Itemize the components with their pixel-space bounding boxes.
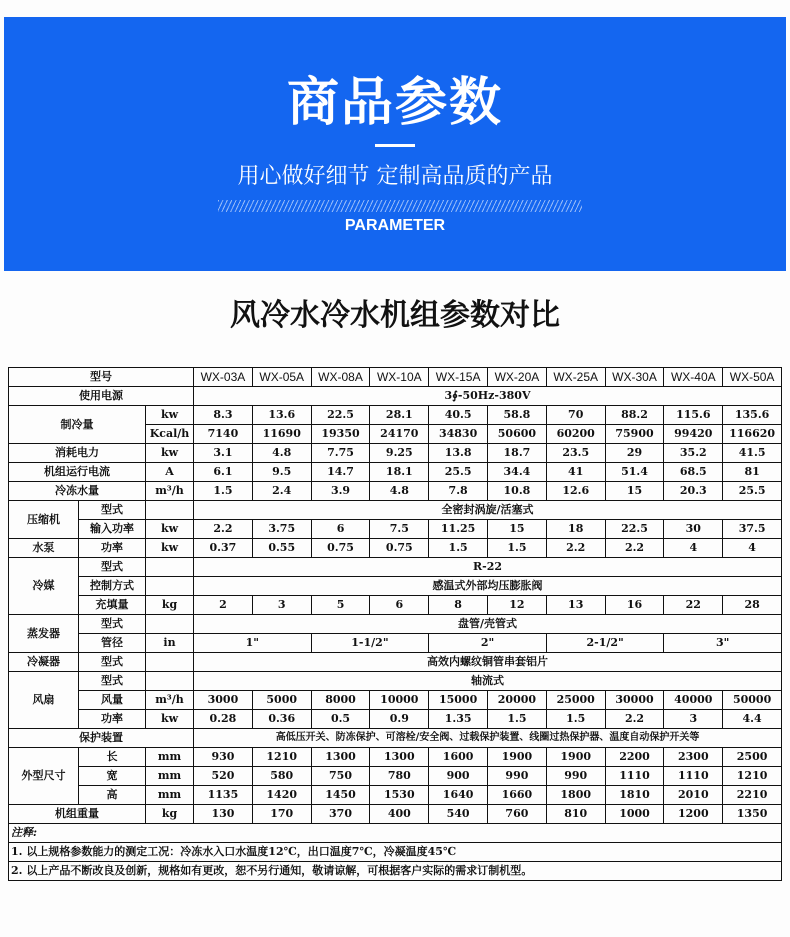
value-cell: 760 (488, 805, 547, 824)
table-row-note-2 (9, 862, 782, 881)
unit-cell (146, 558, 194, 577)
value-cell: 170 (252, 805, 311, 824)
model-cell: WX-05A (252, 368, 311, 387)
group-label: 蒸发器 (9, 615, 79, 653)
value-cell: 4 (723, 539, 782, 558)
row-label: 使用电源 (9, 387, 194, 406)
table-row-evaporator-pipe (9, 634, 782, 653)
row-label: 机组重量 (9, 805, 146, 824)
table-row-protection (9, 729, 782, 748)
value-cell: 750 (311, 767, 370, 786)
unit-cell (146, 653, 194, 672)
table-row-height (9, 786, 782, 805)
row-label: 机组运行电流 (9, 463, 146, 482)
value-cell: 5000 (252, 691, 311, 710)
value-cell: 6 (370, 596, 429, 615)
model-cell: WX-20A (488, 368, 547, 387)
note-item: 2. 以上产品不断改良及创新，规格如有更改，恕不另行通知，敬请谅解，可根据客户实际的需求订制机型。 (9, 862, 782, 881)
model-cell: WX-15A (429, 368, 488, 387)
row-label: 冷冻水量 (9, 482, 146, 501)
banner-subtitle: 用心做好细节 定制高品质的产品 (237, 164, 553, 189)
row-label: 保护装置 (9, 729, 194, 748)
value-cell: 1600 (429, 748, 488, 767)
value-cell: 10000 (370, 691, 429, 710)
banner-divider (375, 144, 415, 147)
value-cell: 2210 (723, 786, 782, 805)
value-cell: 400 (370, 805, 429, 824)
value-cell: 0.5 (311, 710, 370, 729)
model-cell: WX-25A (546, 368, 605, 387)
value-cell: 34830 (429, 425, 488, 444)
table-row-refrigerant-control (9, 577, 782, 596)
value-cell: 1640 (429, 786, 488, 805)
value-cell: 2-1/2" (546, 634, 664, 653)
value-cell: 9.5 (252, 463, 311, 482)
notes-heading: 注释: (9, 824, 782, 843)
note-item: 1. 以上规格参数能力的测定工况：冷冻水入口水温度12℃，出口温度7℃，冷凝温度45℃ (9, 843, 782, 862)
value-cell: 20000 (488, 691, 547, 710)
value-cell: 81 (723, 463, 782, 482)
value-cell: 135.6 (723, 406, 782, 425)
sub-label: 型式 (79, 672, 146, 691)
value-cell: 18 (546, 520, 605, 539)
value-cell: 1110 (605, 767, 664, 786)
value-cell: 40.5 (429, 406, 488, 425)
value-cell: 1.5 (546, 710, 605, 729)
value-cell: 60200 (546, 425, 605, 444)
table-row-cooling-kw (9, 406, 782, 425)
value-cell: 11.25 (429, 520, 488, 539)
value-cell: 1350 (723, 805, 782, 824)
value-cell: 1450 (311, 786, 370, 805)
hatch-decoration (218, 200, 582, 212)
table-row-running-current (9, 463, 782, 482)
unit-cell: mm (146, 767, 194, 786)
model-cell: WX-10A (370, 368, 429, 387)
value-cell: 1300 (370, 748, 429, 767)
value-cell: 1.5 (488, 710, 547, 729)
unit-cell (146, 672, 194, 691)
value-cell: 520 (194, 767, 253, 786)
value-cell: 18.1 (370, 463, 429, 482)
unit-cell: kw (146, 539, 194, 558)
value-cell: 1660 (488, 786, 547, 805)
table-row-note-1 (9, 843, 782, 862)
sub-label: 功率 (79, 710, 146, 729)
value-cell: 1000 (605, 805, 664, 824)
value-cell: 24170 (370, 425, 429, 444)
unit-cell: kw (146, 444, 194, 463)
model-cell: WX-50A (723, 368, 782, 387)
value-cell: 7.75 (311, 444, 370, 463)
sub-label: 充填量 (79, 596, 146, 615)
value-cell: 1.5 (194, 482, 253, 501)
sub-label: 型式 (79, 501, 146, 520)
banner (4, 17, 786, 271)
model-cell: WX-40A (664, 368, 723, 387)
value-cell: 1210 (252, 748, 311, 767)
value-cell: 1" (194, 634, 312, 653)
sub-label: 长 (79, 748, 146, 767)
value-cell: 990 (546, 767, 605, 786)
value-cell: 1110 (664, 767, 723, 786)
value-cell: 1530 (370, 786, 429, 805)
value-cell: 1.5 (488, 539, 547, 558)
group-label: 风扇 (9, 672, 79, 729)
value-cell: 2.2 (546, 539, 605, 558)
value-cell: 23.5 (546, 444, 605, 463)
table-row-width (9, 767, 782, 786)
value-cell: 50600 (488, 425, 547, 444)
value-cell: 14.7 (311, 463, 370, 482)
value-cell: 30 (664, 520, 723, 539)
value-cell: 13.6 (252, 406, 311, 425)
value-cell: 22.5 (605, 520, 664, 539)
value-cell: 0.36 (252, 710, 311, 729)
value-cell: 990 (488, 767, 547, 786)
sub-label: 高 (79, 786, 146, 805)
banner-title: 商品参数 (286, 73, 503, 133)
table-row-model (9, 368, 782, 387)
value-cell: 15 (605, 482, 664, 501)
value-cell: 1210 (723, 767, 782, 786)
value-cell: 2 (194, 596, 253, 615)
sub-label: 宽 (79, 767, 146, 786)
value-cell: 930 (194, 748, 253, 767)
value-cell: 58.8 (488, 406, 547, 425)
unit-cell: Kcal/h (146, 425, 194, 444)
value-cell: 130 (194, 805, 253, 824)
table-row-fan-airflow (9, 691, 782, 710)
value-cell: 2.2 (605, 539, 664, 558)
value-cell: 115.6 (664, 406, 723, 425)
value-cell: 370 (311, 805, 370, 824)
value-cell: 22 (664, 596, 723, 615)
value-cell: 1-1/2" (311, 634, 429, 653)
unit-cell (146, 577, 194, 596)
group-label: 水泵 (9, 539, 79, 558)
value-cell: 10.8 (488, 482, 547, 501)
model-cell: WX-30A (605, 368, 664, 387)
value-cell: 12 (488, 596, 547, 615)
sub-label: 控制方式 (79, 577, 146, 596)
value-cell: 19350 (311, 425, 370, 444)
value-cell: 30000 (605, 691, 664, 710)
value-cell: 15000 (429, 691, 488, 710)
value-cell: 3000 (194, 691, 253, 710)
table-row-fan-power (9, 710, 782, 729)
value-cell: 35.2 (664, 444, 723, 463)
value-cell: 1200 (664, 805, 723, 824)
table-row-condenser (9, 653, 782, 672)
sub-label: 型式 (79, 558, 146, 577)
value-cell: 22.5 (311, 406, 370, 425)
value-cell: 8.3 (194, 406, 253, 425)
value-cell: 1300 (311, 748, 370, 767)
merged-value: 盘管/壳管式 (194, 615, 782, 634)
value-cell: 2010 (664, 786, 723, 805)
unit-cell: kg (146, 805, 194, 824)
value-cell: 1800 (546, 786, 605, 805)
table-row-fan-type (9, 672, 782, 691)
unit-cell (146, 501, 194, 520)
value-cell: 7.5 (370, 520, 429, 539)
value-cell: 780 (370, 767, 429, 786)
value-cell: 7.8 (429, 482, 488, 501)
value-cell: 1.35 (429, 710, 488, 729)
sub-label: 型式 (79, 653, 146, 672)
value-cell: 28.1 (370, 406, 429, 425)
value-cell: 1135 (194, 786, 253, 805)
value-cell: 4.8 (370, 482, 429, 501)
sub-label: 功率 (79, 539, 146, 558)
sub-label: 风量 (79, 691, 146, 710)
row-label: 消耗电力 (9, 444, 146, 463)
value-cell: 3 (252, 596, 311, 615)
value-cell: 28 (723, 596, 782, 615)
value-cell: 37.5 (723, 520, 782, 539)
value-cell: 2" (429, 634, 547, 653)
value-cell: 16 (605, 596, 664, 615)
value-cell: 11690 (252, 425, 311, 444)
merged-value: 高低压开关、防冻保护、可溶栓/安全阀、过载保护装置、线圈过热保护器、温度自动保护开关等 (194, 729, 782, 748)
unit-cell: m³/h (146, 482, 194, 501)
value-cell: 0.28 (194, 710, 253, 729)
merged-value: 全密封涡旋/活塞式 (194, 501, 782, 520)
value-cell: 2200 (605, 748, 664, 767)
table-row-chilled-water (9, 482, 782, 501)
value-cell: 8000 (311, 691, 370, 710)
value-cell: 41.5 (723, 444, 782, 463)
model-cell: WX-03A (194, 368, 253, 387)
table-row-pump (9, 539, 782, 558)
unit-cell: kw (146, 406, 194, 425)
value-cell: 29 (605, 444, 664, 463)
unit-cell: mm (146, 748, 194, 767)
spec-table (8, 367, 782, 881)
unit-cell: in (146, 634, 194, 653)
value-cell: 0.37 (194, 539, 253, 558)
value-cell: 3" (664, 634, 782, 653)
value-cell: 68.5 (664, 463, 723, 482)
value-cell: 3 (664, 710, 723, 729)
row-label: 制冷量 (9, 406, 146, 444)
value-cell: 12.6 (546, 482, 605, 501)
sub-label: 输入功率 (79, 520, 146, 539)
value-cell: 20.3 (664, 482, 723, 501)
table-row-power-supply (9, 387, 782, 406)
value-cell: 34.4 (488, 463, 547, 482)
group-label: 冷凝器 (9, 653, 79, 672)
model-label: 型号 (9, 368, 194, 387)
value-cell: 580 (252, 767, 311, 786)
value-cell: 2.2 (605, 710, 664, 729)
value-cell: 2.4 (252, 482, 311, 501)
table-row-weight (9, 805, 782, 824)
value-cell: 4.8 (252, 444, 311, 463)
value-cell: 4.4 (723, 710, 782, 729)
value-cell: 75900 (605, 425, 664, 444)
value-cell: 41 (546, 463, 605, 482)
sub-label: 型式 (79, 615, 146, 634)
group-label: 压缩机 (9, 501, 79, 539)
value-cell: 3.9 (311, 482, 370, 501)
value-cell: 8 (429, 596, 488, 615)
value-cell: 51.4 (605, 463, 664, 482)
table-row-notes-heading (9, 824, 782, 843)
value-cell: 25000 (546, 691, 605, 710)
value-cell: 1.5 (429, 539, 488, 558)
value-cell: 4 (664, 539, 723, 558)
group-label: 外型尺寸 (9, 748, 79, 805)
value-cell: 99420 (664, 425, 723, 444)
value-cell: 810 (546, 805, 605, 824)
value-cell: 6 (311, 520, 370, 539)
unit-cell: m³/h (146, 691, 194, 710)
value-cell: 1420 (252, 786, 311, 805)
value-cell: 6.1 (194, 463, 253, 482)
value-cell: 1810 (605, 786, 664, 805)
unit-cell: mm (146, 786, 194, 805)
value-cell: 25.5 (429, 463, 488, 482)
value-cell: 3.1 (194, 444, 253, 463)
value-cell: 13.8 (429, 444, 488, 463)
value-cell: 88.2 (605, 406, 664, 425)
value-cell: 70 (546, 406, 605, 425)
table-row-evaporator-type (9, 615, 782, 634)
table-row-refrigerant-charge (9, 596, 782, 615)
model-cell: WX-08A (311, 368, 370, 387)
value-cell: 5 (311, 596, 370, 615)
value-cell: 2300 (664, 748, 723, 767)
value-cell: 7140 (194, 425, 253, 444)
value-cell: 3.75 (252, 520, 311, 539)
value-cell: 0.55 (252, 539, 311, 558)
value-cell: 9.25 (370, 444, 429, 463)
value-cell: 116620 (723, 425, 782, 444)
value-cell: 0.9 (370, 710, 429, 729)
value-cell: 50000 (723, 691, 782, 710)
value-cell: 25.5 (723, 482, 782, 501)
value-cell: 0.75 (370, 539, 429, 558)
section-title: 风冷水冷水机组参数对比 (230, 298, 560, 333)
unit-cell: kw (146, 520, 194, 539)
group-label: 冷媒 (9, 558, 79, 615)
value-cell: 0.75 (311, 539, 370, 558)
value-cell: 2500 (723, 748, 782, 767)
sub-label: 管径 (79, 634, 146, 653)
unit-cell: kg (146, 596, 194, 615)
merged-value: 感温式外部均压膨胀阀 (194, 577, 782, 596)
value-cell: 2.2 (194, 520, 253, 539)
value-cell: 40000 (664, 691, 723, 710)
table-row-power-consumption (9, 444, 782, 463)
table-row-refrigerant-type (9, 558, 782, 577)
merged-value: R-22 (194, 558, 782, 577)
banner-english: PARAMETER (344, 217, 446, 234)
value-cell: 1900 (546, 748, 605, 767)
value-cell: 1900 (488, 748, 547, 767)
merged-value: 3∮-50Hz-380V (194, 387, 782, 406)
unit-cell: kw (146, 710, 194, 729)
merged-value: 轴流式 (194, 672, 782, 691)
value-cell: 15 (488, 520, 547, 539)
value-cell: 13 (546, 596, 605, 615)
table-row-compressor-input (9, 520, 782, 539)
merged-value: 高效内螺纹铜管串套铝片 (194, 653, 782, 672)
unit-cell: A (146, 463, 194, 482)
value-cell: 18.7 (488, 444, 547, 463)
table-row-length (9, 748, 782, 767)
table-row-compressor-type (9, 501, 782, 520)
unit-cell (146, 615, 194, 634)
value-cell: 900 (429, 767, 488, 786)
value-cell: 540 (429, 805, 488, 824)
